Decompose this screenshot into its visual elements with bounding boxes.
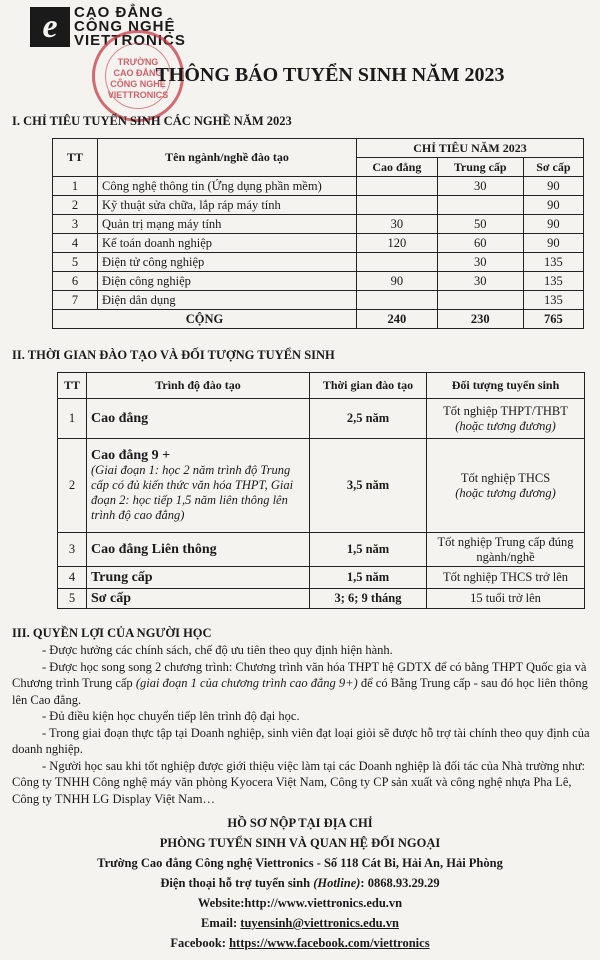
quota-col-name: Tên ngành/nghề đào tạo: [98, 139, 357, 177]
quota-tt: 5: [53, 253, 98, 272]
training-tt: 5: [58, 589, 87, 609]
table-row: [53, 291, 584, 310]
contact-facebook: [0, 936, 600, 951]
quota-cd: [357, 177, 438, 196]
benefit-5: - Người học sau khi tốt nghiệp được giới thiệu việc làm tại các Doanh nghiệp là đối tác của Nhà trường như: Công ty TNHH Công nghệ máy văn phòng Kyocera Việt Nam, Công ty CP sản xuất và công nghệ nhựa Pha Lê, Công ty TNHH LG Display Việt Nam…: [12, 758, 585, 806]
training-col-tt: TT: [58, 373, 87, 399]
training-time: 1,5 năm: [310, 533, 427, 567]
training-level: Trung cấp: [87, 567, 310, 589]
stamp-line-1: TRƯỜNG: [117, 57, 159, 67]
training-tt: 3: [58, 533, 87, 567]
quota-cd: [357, 291, 438, 310]
training-tt: 4: [58, 567, 87, 589]
quota-sc: 90: [523, 177, 583, 196]
benefit-2-a: - Được học song song 2 chương trình: Chương trình văn hóa THPT hệ GDTX để có bằng THPT Quốc gia và Chương trình Trung cấp: [12, 659, 587, 690]
benefit-2-b: (giai đoạn 1 của chương trình cao đẳng 9+): [135, 676, 358, 690]
contact-email: [0, 916, 600, 931]
quota-cd: 30: [357, 215, 438, 234]
training-level: Cao đẳng Liên thông: [87, 533, 310, 567]
phone-label: Điện thoại hỗ trợ tuyển sinh: [160, 876, 314, 890]
quota-sc: 135: [523, 253, 583, 272]
quota-name: Công nghệ thông tin (Ứng dụng phần mềm): [98, 177, 357, 196]
section-3-heading: III. QUYỀN LỢI CỦA NGƯỜI HỌC: [12, 626, 212, 640]
quota-table: [52, 138, 584, 329]
table-row: [53, 253, 584, 272]
training-target: [427, 439, 585, 533]
quota-tc: [437, 291, 523, 310]
quota-total-sc: 765: [523, 310, 583, 329]
training-target: [427, 399, 585, 439]
training-target: 15 tuổi trở lên: [427, 589, 585, 609]
training-col-time: Thời gian đào tạo: [310, 373, 427, 399]
training-target: Tốt nghiệp THCS trở lên: [427, 567, 585, 589]
benefits-text: [12, 642, 590, 807]
quota-sc: 90: [523, 196, 583, 215]
training-col-level: Trình độ đào tạo: [87, 373, 310, 399]
quota-name: Quản trị mạng máy tính: [98, 215, 357, 234]
quota-cd: [357, 253, 438, 272]
quota-tt: 2: [53, 196, 98, 215]
quota-name: Điện dân dụng: [98, 291, 357, 310]
training-level: Cao đẳng: [87, 399, 310, 439]
facebook-label: Facebook:: [170, 936, 230, 950]
quota-total-cd: 240: [357, 310, 438, 329]
table-row: [58, 439, 585, 533]
contact-phone: [0, 876, 600, 891]
table-row: [58, 567, 585, 589]
section-2-heading: II. THỜI GIAN ĐÀO TẠO VÀ ĐỐI TƯỢNG TUYỂN SINH: [12, 348, 335, 362]
quota-tc: 30: [437, 177, 523, 196]
table-row: [53, 272, 584, 291]
training-level-note: (Giai đoạn 1: học 2 năm trình độ Trung cấp có đủ kiến thức văn hóa THPT, Giai đoạn 2: học tiếp 1,5 năm liên thông lên trình độ cao đẳng): [91, 463, 294, 522]
training-level: [87, 439, 310, 533]
table-row: [53, 234, 584, 253]
training-time: 1,5 năm: [310, 567, 427, 589]
training-tt: 1: [58, 399, 87, 439]
contact-address: Trường Cao đẳng Công nghệ Viettronics - Số 118 Cát Bi, Hải An, Hải Phòng: [97, 856, 503, 870]
email-label: Email:: [201, 916, 241, 930]
logo-line-2: CÔNG NGHỆ: [74, 18, 176, 35]
training-target-note: (hoặc tương đương): [455, 418, 556, 433]
training-target-main: Tốt nghiệp THPT/THBT: [443, 403, 568, 418]
training-time: 3,5 năm: [310, 439, 427, 533]
quota-col-quota: CHỈ TIÊU NĂM 2023: [357, 139, 584, 158]
quota-tt: 1: [53, 177, 98, 196]
quota-cd: 120: [357, 234, 438, 253]
table-row: [53, 215, 584, 234]
quota-name: Kế toán doanh nghiệp: [98, 234, 357, 253]
table-row: [53, 177, 584, 196]
quota-tt: 4: [53, 234, 98, 253]
quota-col-cd: Cao đẳng: [357, 158, 438, 177]
benefit-1: - Được hưởng các chính sách, chế độ ưu tiên theo quy định hiện hành.: [42, 643, 393, 657]
logo-line-3: VIETTRONICS: [74, 32, 186, 49]
quota-tt: 7: [53, 291, 98, 310]
table-row: [58, 589, 585, 609]
quota-cd: 90: [357, 272, 438, 291]
stamp-line-3: CÔNG NGHỆ: [110, 79, 166, 89]
training-target-note: (hoặc tương đương): [455, 485, 556, 500]
stamp-line-2: CAO ĐẲNG: [113, 68, 163, 78]
quota-tc: 60: [437, 234, 523, 253]
phone-number[interactable]: : 0868.93.29.29: [360, 876, 440, 890]
training-target: Tốt nghiệp Trung cấp đúng ngành/nghề: [427, 533, 585, 567]
quota-name: Điện công nghiệp: [98, 272, 357, 291]
table-row: [53, 196, 584, 215]
training-level-main: Cao đẳng 9 +: [91, 448, 171, 463]
training-target-main: Tốt nghiệp THCS: [460, 470, 551, 485]
training-level: Sơ cấp: [87, 589, 310, 609]
quota-tc: 30: [437, 253, 523, 272]
quota-total-label: CỘNG: [53, 310, 357, 329]
benefit-4: - Trong giai đoạn thực tập tại Doanh nghiệp, sinh viên đạt loại giỏi sẽ được hỗ trợ tài chính theo quy định của doanh nghiệp.: [12, 725, 590, 756]
quota-tt: 6: [53, 272, 98, 291]
training-time: 3; 6; 9 tháng: [310, 589, 427, 609]
quota-name: Điện tử công nghiệp: [98, 253, 357, 272]
logo-mark: e: [30, 7, 70, 47]
quota-tt: 3: [53, 215, 98, 234]
benefit-2: [12, 659, 590, 709]
quota-sc: 90: [523, 234, 583, 253]
quota-tc: 50: [437, 215, 523, 234]
contact-office: PHÒNG TUYỂN SINH VÀ QUAN HỆ ĐỐI NGOẠI: [159, 836, 441, 850]
page-title: THÔNG BÁO TUYỂN SINH NĂM 2023: [155, 64, 505, 86]
training-time: 2,5 năm: [310, 399, 427, 439]
training-table: [57, 372, 585, 609]
quota-col-tc: Trung cấp: [437, 158, 523, 177]
logo-line-1: CAO ĐẲNG: [74, 4, 164, 21]
email-link[interactable]: tuyensinh@viettronics.edu.vn: [240, 916, 399, 930]
training-col-target: Đối tượng tuyển sinh: [427, 373, 585, 399]
quota-sc: 135: [523, 291, 583, 310]
training-tt: 2: [58, 439, 87, 533]
facebook-link[interactable]: https://www.facebook.com/viettronics: [229, 936, 430, 950]
quota-col-sc: Sơ cấp: [523, 158, 583, 177]
contact-heading: HỒ SƠ NỘP TẠI ĐỊA CHỈ: [227, 816, 373, 830]
stamp-line-4: VIETTRONICS: [107, 90, 169, 100]
table-total-row: [53, 310, 584, 329]
benefit-2-c: để có Bằng Trung cấp - sau đó học liên thông lên Cao đẳng.: [12, 676, 588, 707]
quota-sc: 90: [523, 215, 583, 234]
quota-sc: 135: [523, 272, 583, 291]
quota-cd: [357, 196, 438, 215]
quota-total-tc: 230: [437, 310, 523, 329]
contact-website[interactable]: Website:http://www.viettronics.edu.vn: [197, 896, 403, 910]
quota-tc: 30: [437, 272, 523, 291]
quota-col-tt: TT: [53, 139, 98, 177]
section-1-heading: I. CHỈ TIÊU TUYỂN SINH CÁC NGHỀ NĂM 2023: [12, 114, 292, 128]
quota-tc: [437, 196, 523, 215]
hotline-tag: (Hotline): [313, 876, 361, 890]
table-row: [58, 533, 585, 567]
benefit-3: - Đủ điều kiện học chuyển tiếp lên trình độ đại học.: [42, 709, 300, 723]
quota-name: Kỹ thuật sửa chữa, lắp ráp máy tính: [98, 196, 357, 215]
table-row: [58, 399, 585, 439]
